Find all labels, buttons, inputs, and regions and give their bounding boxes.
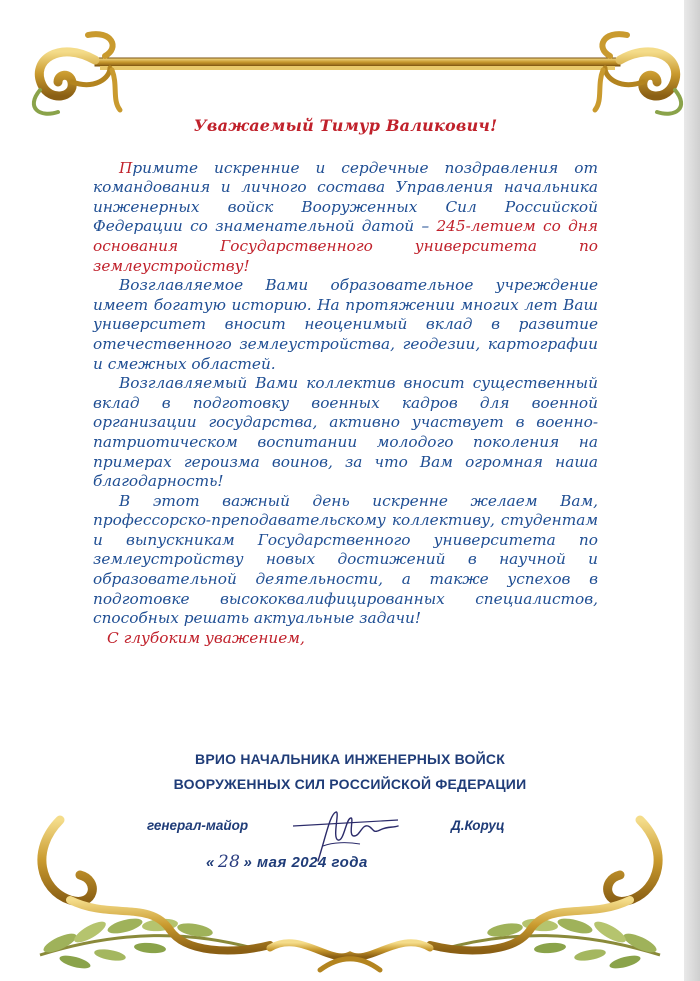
- laurel-branch-right: [440, 916, 660, 971]
- paragraph-1-text: римите искренние и сердечные поздравления от командования и личного состава Управления начальника инженерных войск Вооруженных Сил Российской Федерации со знаменательной датой –: [93, 158, 598, 236]
- letter-body: [93, 116, 598, 648]
- paragraph-collective: Возглавляемый Вами коллектив вносит существенный вклад в подготовку военных кадров для военной организации государства, активно участвует в военно-патриотическом воспитании молодого поколения на примерах героизма воинов, за что Вам огромная наша благодарность!: [93, 374, 598, 491]
- letter-date: [206, 852, 368, 872]
- signatory-title-line-1: ВРИО НАЧАЛЬНИКА ИНЖЕНЕРНЫХ ВОЙСК: [195, 751, 505, 767]
- signatory-name: Д.Коруц: [451, 818, 505, 833]
- greeting: Уважаемый Тимур Валикович!: [193, 116, 498, 135]
- laurel-branch-left: [40, 916, 260, 971]
- date-close-quote: »: [243, 854, 253, 871]
- paragraph-history: Возглавляемое Вами образовательное учреждение имеет богатую историю. На протяжении многих лет Ваш университет вносит неоценимый вклад в развитие отечественного землеустройства, геодезии, картографии и смежных областей.: [93, 276, 598, 373]
- signatory-title-line-2: ВООРУЖЕННЫХ СИЛ РОССИЙСКОЙ ФЕДЕРАЦИИ: [173, 776, 527, 792]
- paragraph-congratulations: [93, 159, 598, 277]
- paragraph-1-lead: П: [119, 158, 133, 177]
- date-month-year: мая 2024 года: [257, 854, 368, 871]
- paragraph-wishes: В этот важный день искренне желаем Вам, профессорско-преподавательскому коллективу, студентам и выпускникам Государственного университета по землеустройству новых достижений в научной и образовательной деятельности, а также успехов в подготовке высококвалифицированных специалистов, способных решать актуальные задачи!: [93, 491, 598, 628]
- closing-phrase: С глубоким уважением,: [107, 628, 305, 647]
- paragraph-1-anniversary: 245-летием со дня основания Государственного университета по землеустройству!: [93, 217, 599, 275]
- date-day-handwritten: 28: [217, 852, 241, 872]
- date-open-quote: «: [206, 854, 215, 871]
- page-edge-shadow: [684, 0, 700, 981]
- top-ornamental-frame: [0, 30, 700, 120]
- signatory-rank: генерал-майор: [147, 818, 249, 833]
